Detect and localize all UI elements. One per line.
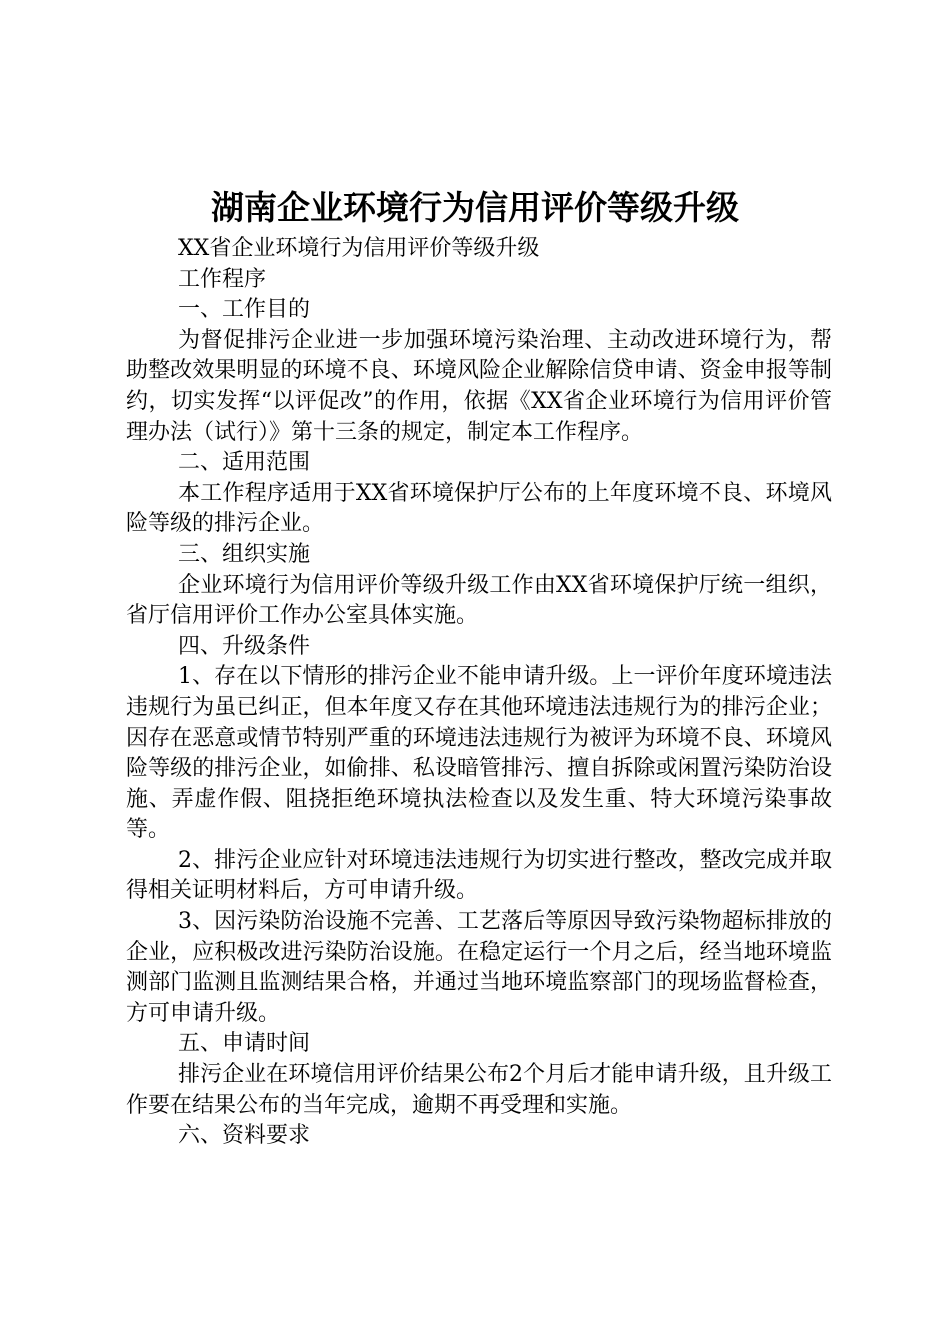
section-heading-materials: 六、资料要求 bbox=[178, 1123, 311, 1149]
document-title: 湖南企业环境行为信用评价等级升级 bbox=[211, 188, 739, 227]
subtitle-line-2: 工作程序 bbox=[178, 266, 267, 292]
paragraph-time: 排污企业在环境信用评价结果公布2个月后才能申请升级，且升级工作要在结果公布的当年完成，逾期不再受理和实施。 bbox=[126, 1062, 832, 1118]
section-heading-time: 五、申请时间 bbox=[178, 1031, 311, 1057]
paragraph-implementation: 企业环境行为信用评价等级升级工作由XX省环境保护厅统一组织，省厅信用评价工作办公室具体实施。 bbox=[126, 572, 832, 629]
section-heading-implementation: 三、组织实施 bbox=[178, 541, 311, 567]
subtitle-line: XX省企业环境行为信用评价等级升级 bbox=[178, 236, 540, 261]
paragraph-scope: 本工作程序适用于XX省环境保护厅公布的上年度环境不良、环境风险等级的排污企业。 bbox=[126, 480, 832, 537]
paragraph-condition-2: 2、排污企业应针对环境违法违规行为切实进行整改，整改完成并取得相关证明材料后，方可申请升级。 bbox=[126, 847, 832, 904]
section-heading-conditions: 四、升级条件 bbox=[178, 633, 311, 659]
section-heading-scope: 二、适用范围 bbox=[178, 450, 311, 476]
document-body bbox=[126, 234, 832, 1152]
paragraph-purpose: 为督促排污企业进一步加强环境污染治理、主动改进环境行为，帮助整改效果明显的环境不良、环境风险企业解除信贷申请、资金申报等制约，切实发挥“以评促改”的作用，依据《XX省企业环境行为信用评价管理办法（试行）》第十三条的规定，制定本工作程序。 bbox=[126, 327, 832, 445]
section-heading-purpose: 一、工作目的 bbox=[178, 297, 311, 323]
paragraph-condition-3: 3、因污染防治设施不完善、工艺落后等原因导致污染物超标排放的企业，应积极改进污染防治设施。在稳定运行一个月之后，经当地环境监测部门监测且监测结果合格，并通过当地环境监察部门的现场监督检查，方可申请升级。 bbox=[126, 909, 832, 1026]
paragraph-condition-1: 1、存在以下情形的排污企业不能申请升级。上一评价年度环境违法违规行为虽已纠正，但本年度又存在其他环境违法违规行为的排污企业；因存在恶意或情节特别严重的环境违法违规行为被评为环境不良、环境风险等级的排污企业，如偷排、私设暗管排污、擅自拆除或闲置污染防治设施、弄虚作假、阻挠拒绝环境执法检查以及发生重、特大环境污染事故等。 bbox=[126, 664, 832, 843]
